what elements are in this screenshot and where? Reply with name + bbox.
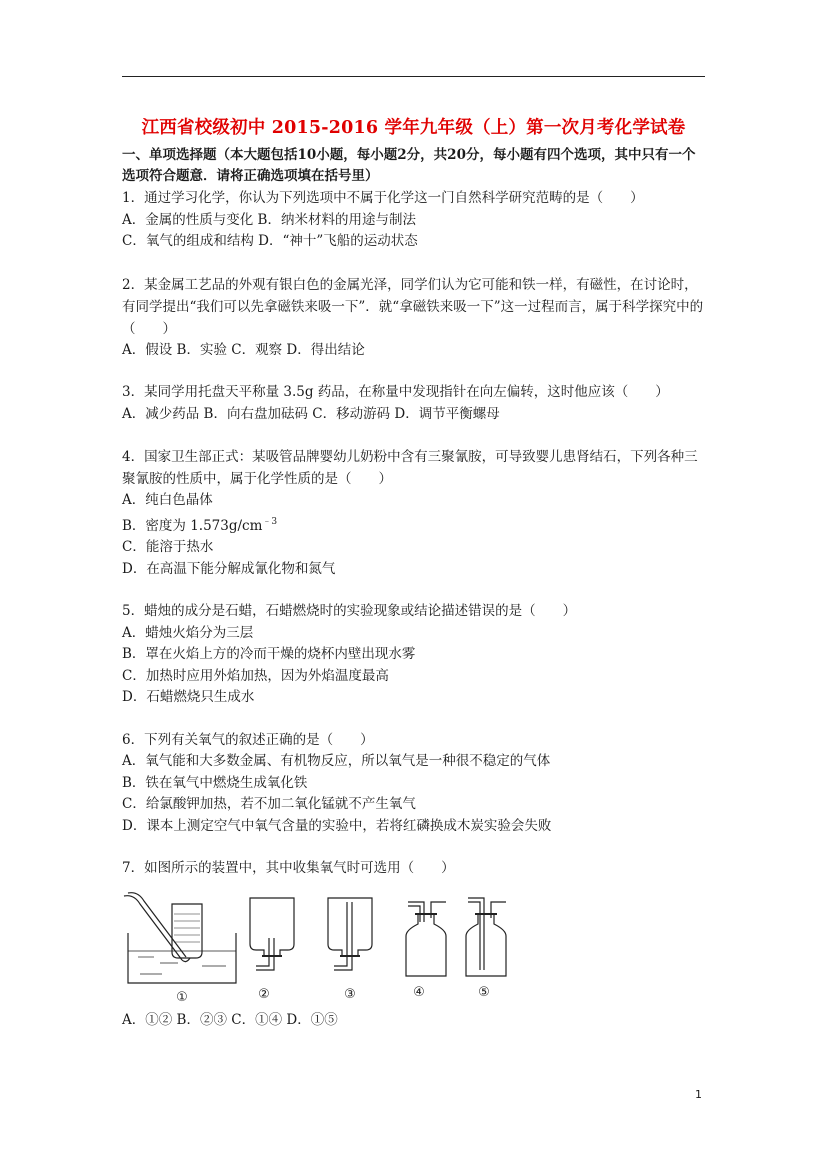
option-line: A．假设 B．实验 C．观察 D．得出结论 <box>122 341 365 358</box>
option-line: B．罩在火焰上方的冷而干燥的烧杯内壁出现水雾 <box>122 646 416 662</box>
figure-label-1: ① <box>176 989 188 1005</box>
figure-label-4: ④ <box>413 984 425 1000</box>
option-line: C．氧气的组成和结构 D．“神十”飞船的运动状态 <box>122 233 418 249</box>
question-stem: 5．蜡烛的成分是石蜡，石蜡燃烧时的实验现象或结论描述错误的是（ ） <box>122 603 577 619</box>
apparatus-4-short-inlet <box>406 902 446 976</box>
option-line: C．给氯酸钾加热，若不加二氧化锰就不产生氧气 <box>122 796 416 812</box>
option-line: C．能溶于热水 <box>122 539 214 555</box>
option-line: A．①② B．②③ C．①④ D．①⑤ <box>122 1011 338 1028</box>
question-stem: 4．国家卫生部正式：某吸管品牌婴幼儿奶粉中含有三聚氰胺，可导致婴儿患肾结石，下列各种三聚氰胺的性质中，属于化学性质的是（ ） <box>122 449 698 487</box>
option-line: A．减少药品 B．向右盘加砝码 C．移动游码 D．调节平衡螺母 <box>122 405 500 422</box>
apparatus-2-downward-air-displacement <box>250 898 294 970</box>
option-line: B．铁在氧气中燃烧生成氧化铁 <box>122 774 308 791</box>
figure-label-5: ⑤ <box>478 984 490 1000</box>
density-text: B．密度为 1.573g/cm <box>122 517 263 534</box>
question-7 <box>122 858 707 1031</box>
question-stem: 2．某金属工艺品的外观有银白色的金属光泽，同学们认为它可能和铁一样，有磁性，在讨论时，有同学提出“我们可以先拿磁铁来吸一下”．就“拿磁铁来吸一下”这一过程而言，属于科学探究中的（ ） <box>122 276 704 337</box>
option-line: D．课本上测定空气中氧气含量的实验中，若将红磷换成木炭实验会失败 <box>122 817 552 834</box>
option-line: A．纯白色晶体 <box>122 492 213 508</box>
option-line <box>122 512 707 538</box>
question-5 <box>122 601 707 709</box>
option-line: D．在高温下能分解成氰化物和氮气 <box>122 560 336 577</box>
option-line: A．金属的性质与变化 B．纳米材料的用途与制法 <box>122 211 416 228</box>
question-2 <box>122 274 707 362</box>
question-stem: 1．通过学习化学，你认为下列选项中不属于化学这一门自然科学研究范畴的是（ ） <box>122 190 644 206</box>
question-stem: 7．如图所示的装置中，其中收集氧气时可选用（ ） <box>122 860 455 876</box>
apparatus-5-long-inlet <box>466 898 506 976</box>
option-line: A．氧气能和大多数金属、有机物反应，所以氧气是一种很不稳定的气体 <box>122 753 551 769</box>
section-heading: 一、单项选择题（本大题包括10小题，每小题2分，共20分，每小题有四个选项，其中只有一个选项符合题意．请将正确选项填在括号里） <box>122 147 696 184</box>
gas-collection-apparatus-figure <box>122 888 522 1008</box>
option-line: D．石蜡燃烧只生成水 <box>122 689 255 705</box>
page-number: 1 <box>695 1088 702 1101</box>
question-3 <box>122 382 707 425</box>
question-stem: 3．某同学用托盘天平称量 3.5g 药品，在称量中发现指针在向左偏转，这时他应该（ ） <box>122 384 669 400</box>
question-6 <box>122 730 707 838</box>
figure-label-3: ③ <box>344 986 356 1002</box>
questions-body <box>122 188 707 1031</box>
page-title: 江西省校级初中 2015-2016 学年九年级（上）第一次月考化学试卷 <box>141 118 686 138</box>
header-rule <box>122 76 705 77</box>
apparatus-3-long-tube <box>328 898 372 970</box>
question-stem: 6．下列有关氧气的叙述正确的是（ ） <box>122 731 374 748</box>
density-exponent: ﹣3 <box>262 516 278 527</box>
option-line: C．加热时应用外焰加热，因为外焰温度最高 <box>122 667 389 684</box>
apparatus-1-water-displacement <box>124 892 236 982</box>
question-1 <box>122 188 707 253</box>
option-line: A．蜡烛火焰分为三层 <box>122 624 254 641</box>
figure-label-2: ② <box>258 986 270 1002</box>
question-4 <box>122 446 707 580</box>
